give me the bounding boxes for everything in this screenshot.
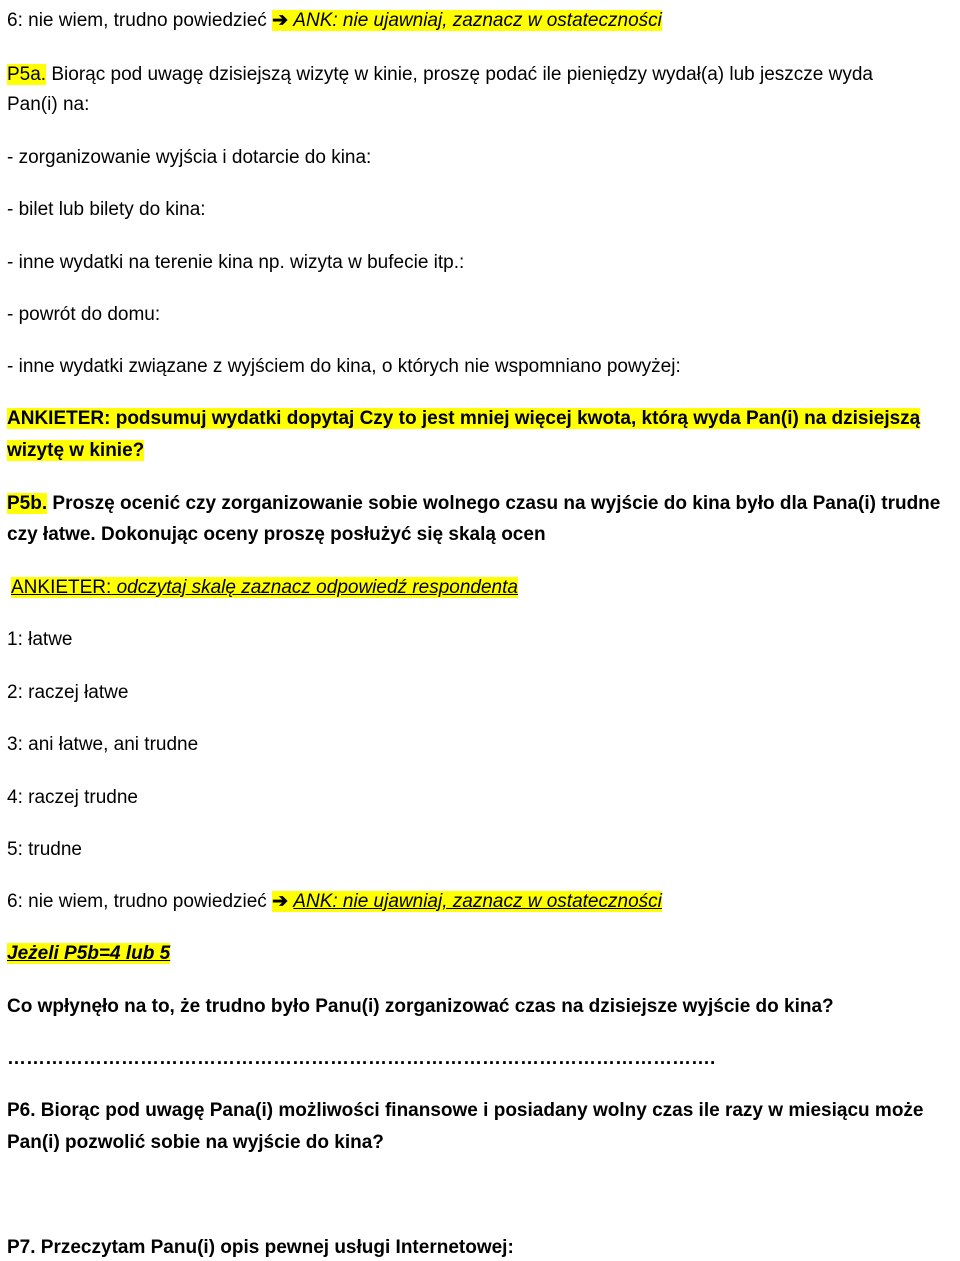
p5a-question-line2: Pan(i) na: [7, 94, 90, 115]
p5a-item: - powrót do domu: [7, 304, 161, 325]
p5a-item: - bilet lub bilety do kina: [7, 199, 206, 220]
scale-option: 4: raczej trudne [7, 787, 138, 808]
followup-question: Co wpłynęło na to, że trudno było Panu(i) zorganizować czas na dzisiejsze wyjście do kina? [7, 996, 834, 1017]
p5a-interviewer-instruction-line1: ANKIETER: podsumuj wydatki dopytaj Czy to jest mniej więcej kwota, którą wyda Pan(i) na dzisiejszą [7, 408, 921, 429]
filter-condition: Jeżeli P5b=4 lub 5 [7, 943, 171, 964]
arrow-right-icon: ➔ [272, 891, 289, 912]
arrow-right-icon: ➔ [272, 10, 289, 31]
p5b-interviewer-instruction: ANKIETER: odczytaj skalę zaznacz odpowiedź respondenta [11, 577, 518, 598]
dont-know-option: 6: nie wiem, trudno powiedzieć ➔ ANK: nie ujawniaj, zaznacz w ostateczności [7, 891, 662, 912]
scale-option: 3: ani łatwe, ani trudne [7, 734, 199, 755]
p6-question-line2: Pan(i) pozwolić sobie na wyjście do kina? [7, 1132, 384, 1153]
dont-know-option-top [7, 8, 662, 34]
interviewer-note: ➔ ANK: nie ujawniaj, zaznacz w ostateczności [272, 891, 662, 912]
answer-dots: …………………………………………………………………………………………………. [7, 1048, 716, 1069]
p5a-item: - inne wydatki związane z wyjściem do kina, o których nie wspomniano powyżej: [7, 356, 681, 377]
p5a-label: P5a. [7, 64, 47, 85]
p5a-question-line1: P5a. Biorąc pod uwagę dzisiejszą wizytę w kinie, proszę podać ile pieniędzy wydał(a) lub jeszcze wyda [7, 64, 873, 85]
interviewer-note: ➔ ANK: nie ujawniaj, zaznacz w ostateczności [272, 10, 662, 31]
scale-option: 1: łatwe [7, 629, 73, 650]
scale-option: 5: trudne [7, 839, 82, 860]
p5b-question-line1: P5b. Proszę ocenić czy zorganizowanie sobie wolnego czasu na wyjście do kina było dla Pana(i) trudne [7, 493, 941, 514]
p5a-item: - inne wydatki na terenie kina np. wizyta w bufecie itp.: [7, 252, 465, 273]
p5a-item: - zorganizowanie wyjścia i dotarcie do kina: [7, 147, 372, 168]
p7-question-line1: P7. Przeczytam Panu(i) opis pewnej usługi Internetowej: [7, 1237, 514, 1258]
scale-option: 2: raczej łatwe [7, 682, 129, 703]
p5b-question-line2: czy łatwe. Dokonując oceny proszę posłużyć się skalą ocen [7, 524, 546, 545]
p5a-interviewer-instruction-line2: wizytę w kinie? [7, 440, 145, 461]
p5b-label: P5b. [7, 493, 48, 514]
option-text: 6: nie wiem, trudno powiedzieć [7, 10, 267, 31]
p6-question-line1: P6. Biorąc pod uwagę Pana(i) możliwości finansowe i posiadany wolny czas ile razy w miesiącu może [7, 1100, 924, 1121]
